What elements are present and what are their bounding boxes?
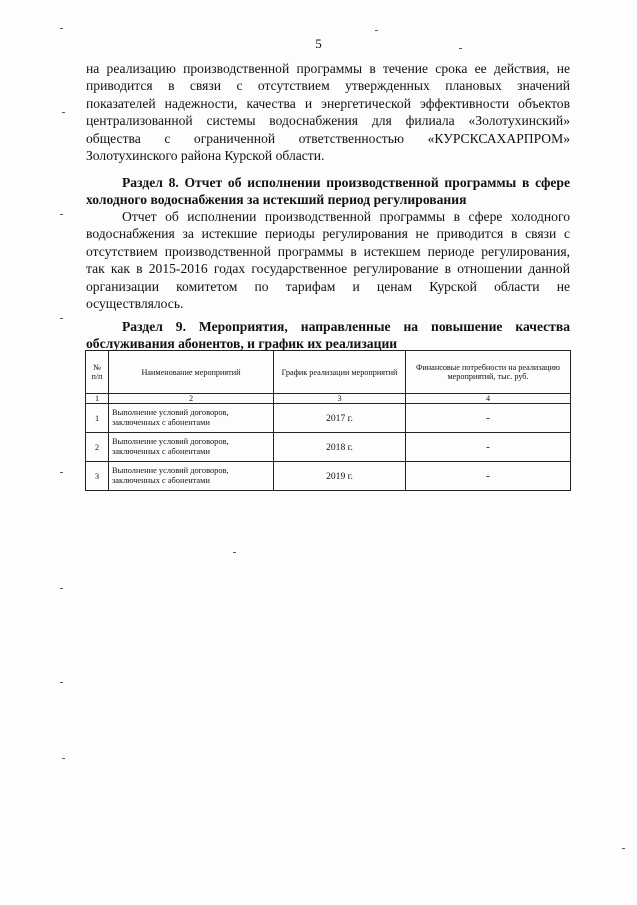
heading-line: обслуживания абонентов, и график их реализации — [86, 336, 398, 352]
text-line: Отчет об исполнении производственной программы в сфере холодного — [122, 209, 570, 224]
row-activity-name: Выполнение условий договоров, заключенных с абонентами — [109, 433, 274, 462]
table-row — [86, 433, 571, 462]
row-schedule: 2017 г. — [274, 404, 406, 433]
index-cell: 2 — [109, 394, 274, 404]
row-number: 1 — [86, 404, 109, 433]
activities-table — [85, 350, 571, 491]
scan-speck — [459, 48, 462, 49]
table-row — [86, 462, 571, 491]
index-cell: 3 — [274, 394, 406, 404]
scan-speck — [60, 588, 63, 589]
section-8-body — [86, 208, 570, 312]
section-8-heading — [86, 174, 570, 209]
page-number: 5 — [315, 36, 322, 51]
index-cell: 4 — [406, 394, 571, 404]
text-line: на реализацию производственной программы в течение срока ее действия, не — [86, 61, 570, 76]
header-activity-name: Наименование мероприятий — [109, 351, 274, 394]
header-schedule: График реализации мероприятий — [274, 351, 406, 394]
heading-line: холодного водоснабжения за истекший период регулирования — [86, 192, 467, 208]
row-finance: - — [406, 433, 571, 462]
row-schedule: 2019 г. — [274, 462, 406, 491]
scan-speck — [622, 848, 625, 849]
scan-speck — [62, 112, 65, 113]
row-schedule: 2018 г. — [274, 433, 406, 462]
scan-speck — [60, 214, 63, 215]
row-activity-name: Выполнение условий договоров, заключенных с абонентами — [109, 404, 274, 433]
row-activity-name: Выполнение условий договоров, заключенных с абонентами — [109, 462, 274, 491]
scan-speck — [60, 682, 63, 683]
row-number: 3 — [86, 462, 109, 491]
heading-line: Раздел 8. Отчет об исполнении производственной программы в сфере — [122, 175, 570, 190]
text-line: так как в 2015-2016 годах государственное регулирование в отношении данной — [86, 261, 570, 277]
table-header-row — [86, 351, 571, 394]
section-9-heading — [86, 318, 570, 353]
scan-speck — [233, 552, 236, 553]
index-cell: 1 — [86, 394, 109, 404]
text-line: водоснабжения за истекшие периоды регулирования не приводится в связи с — [86, 226, 570, 242]
scan-speck — [62, 758, 65, 759]
header-number: № п/п — [86, 351, 109, 394]
scan-speck — [60, 472, 63, 473]
text-line: организации комитетом по тарифам и ценам Курской области не — [86, 278, 570, 294]
text-line: показателей надежности, качества и энергетической эффективности объектов — [86, 95, 570, 111]
row-finance: - — [406, 462, 571, 491]
table-index-row — [86, 394, 571, 404]
text-line: централизованной системы водоснабжения для филиала «Золотухинский» — [86, 113, 570, 129]
scan-speck — [375, 30, 378, 31]
text-line: осуществлялось. — [86, 296, 184, 312]
text-line: отсутствием производственной программы в истекшем периоде регулирования, — [86, 243, 570, 259]
heading-line: Раздел 9. Мероприятия, направленные на повышение качества — [122, 319, 570, 334]
header-finance: Финансовые потребности на реализацию мероприятий, тыс. руб. — [406, 351, 571, 394]
text-line: общества с ограниченной ответственностью «КУРСКСАХАРПРОМ» — [86, 130, 570, 146]
scan-speck — [60, 318, 63, 319]
text-line: приводится в связи с отсутствием утвержденных плановых значений — [86, 78, 570, 94]
scan-speck — [60, 28, 63, 29]
row-number: 2 — [86, 433, 109, 462]
intro-paragraph — [86, 60, 570, 164]
text-line: Золотухинского района Курской области. — [86, 148, 325, 164]
row-finance: - — [406, 404, 571, 433]
table-row — [86, 404, 571, 433]
